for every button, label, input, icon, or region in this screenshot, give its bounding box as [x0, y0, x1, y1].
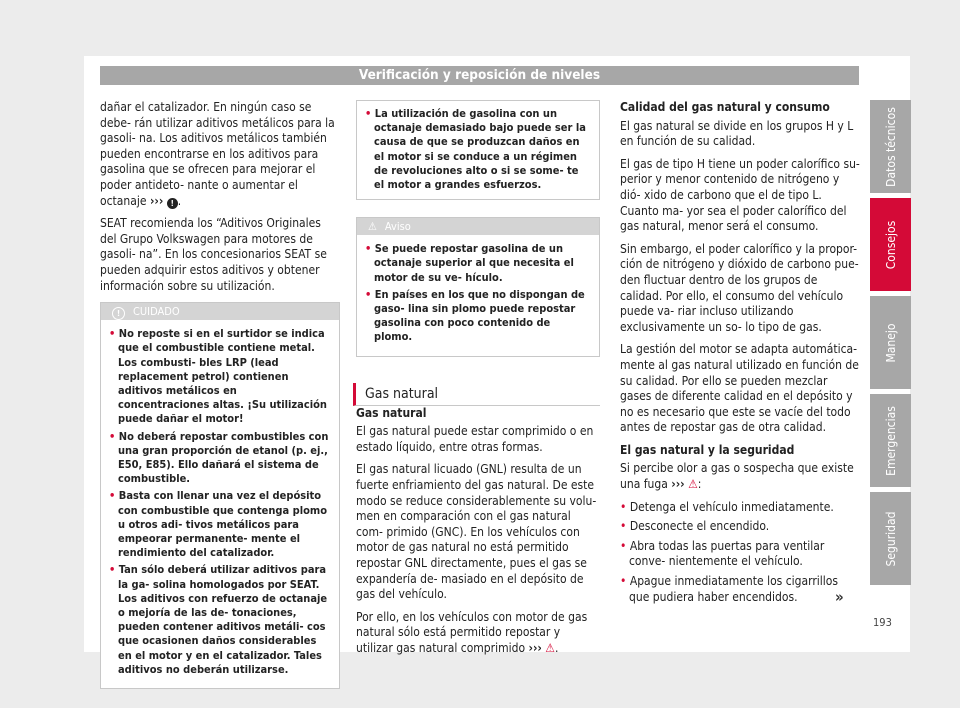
page-number: 193 [873, 616, 892, 629]
list-item: • Basta con llenar una vez el depósito con combustible que contenga plomo u otros adi- tivos metálicos para empeorar permanente- mente el rendimiento del catalizador. [109, 489, 327, 560]
section-title: Gas natural [353, 383, 600, 406]
exclamation-icon: ! [167, 198, 178, 209]
continued-warning-box: • La utilización de gasolina con un octanaje demasiado bajo puede ser la causa de que se produzcan daños en el motor si se conduce a un régimen de revoluciones alto o si se some- te el motor a grandes esfuerzos. [356, 100, 600, 200]
list-item: • Abra todas las puertas para ventilar conve- nientemente el vehículo. [620, 538, 825, 569]
paragraph: El gas natural puede estar comprimido o en estado líquido, entre otras formas. [356, 424, 594, 454]
tab-consejos[interactable]: Consejos [870, 198, 911, 291]
tab-seguridad[interactable]: Seguridad [870, 492, 911, 585]
paragraph: Si percibe olor a gas o sospecha que existe una fuga ››› ⚠: [620, 461, 854, 492]
paragraph: El gas de tipo H tiene un poder calorífico su- perior y menor contenido de nitrógeno y dió- xido de carbono que el de tipo L. Cuanto ma- yor sea el poder calorífico del gas natural, menor será el consumo. [620, 156, 860, 234]
paragraph: Por ello, en los vehículos con motor de gas natural sólo está permitido repostar y utilizar gas natural comprimido ››› ⚠. [356, 609, 588, 655]
list-item: • No deberá repostar combustibles con una gran proporción de etanol (p. ej., E50, E85). Ello dañará el sistema de combustible. [109, 429, 329, 486]
cuidado-header: ! CUIDADO [101, 303, 339, 320]
paragraph: El gas natural se divide en los grupos H y L en función de su calidad. [620, 118, 854, 149]
paragraph: La gestión del motor se adapta automática- mente al gas natural utilizado en función de su calidad. Por ello se pueden mezclar gases de diferente calidad en el depósito y no es necesario que este se vacíe del todo antes de repostar gas de otra calidad. [620, 342, 859, 435]
cuidado-body [101, 320, 339, 688]
paragraph: Sin embargo, el poder calorífico y la propor- ción de nitrógeno y dióxido de carbono pue- den fluctuar dentro de los grupos de calidad. Por ello, el consumo del vehículo puede va- riar incluso utilizando exclusivamente un so- lo tipo de gas. [620, 241, 859, 334]
list-item: • No reposte si en el surtidor se indica que el combustible contiene metal. Los combusti- bles LRP (lead replacement petrol) contienen aditivos metálicos en concentraciones altas. ¡Su utilización puede dañar el motor! [109, 327, 327, 426]
page-header: Verificación y reposición de niveles [100, 66, 859, 85]
list-item: • Se puede repostar gasolina de un octanaje superior al que necesita el motor de su ve- hículo. [365, 242, 574, 284]
arrow-icon: ››› [149, 193, 164, 208]
tab-emergencias[interactable]: Emergencias [870, 394, 911, 487]
aviso-header: ⚠ Aviso [357, 218, 599, 235]
paragraph: El gas natural licuado (GNL) resulta de un fuerte enfriamiento del gas natural. De este modo se reduce considerablemente su volu- men en comparación con el gas natural com- primido (GNC). En los vehículos con motor de gas natural no está permitido repostar GNL directamente, pues el gas se expandería de- masiado en el depósito de gas del vehículo. [356, 462, 597, 602]
subheading: El gas natural y la seguridad [620, 442, 795, 457]
list-item: • Detenga el vehículo inmediatamente. [620, 499, 834, 514]
arrow-icon: ››› [671, 477, 685, 492]
list-item: • Tan sólo deberá utilizar aditivos para la ga- solina homologados por SEAT. Los aditivos con refuerzo de octanaje o mejoría de las de- tonaciones, pueden contener aditivos metáli- cos que ocasionen daños considerables en el motor y en el catalizador. Tales aditivos no deberán utilizarse. [109, 563, 328, 676]
continue-arrow-icon: » [835, 588, 844, 606]
paragraph: SEAT recomienda los “Aditivos Originales del Grupo Volkswagen para motores de gasoli- na”. En los concesionarios SEAT se pueden adquirir estos aditivos y obtener información sobre su utilización. [100, 216, 327, 293]
column-2 [356, 100, 600, 664]
exclamation-icon: ! [112, 307, 125, 320]
paragraph: dañar el catalizador. En ningún caso se debe- rán utilizar aditivos metálicos para la gasoli- na. Los aditivos metálicos también pueden encontrarse en los aditivos para gasolina que se ofrecen para mejorar el poder antideto- nante o aumentar el octanaje ››› ! . [100, 100, 335, 208]
tab-manejo[interactable]: Manejo [870, 296, 911, 389]
aviso-body [357, 235, 599, 355]
aviso-box [356, 217, 600, 356]
tab-datos-tecnicos[interactable]: Datos técnicos [870, 100, 911, 193]
column-3 [620, 100, 860, 609]
list-item: • Desconecte el encendido. [620, 519, 770, 534]
list-item: • En países en los que no dispongan de gaso- lina sin plomo puede repostar gasolina con poco contenido de plomo. [365, 287, 585, 344]
cuidado-box [100, 302, 340, 689]
info-triangle-icon: ⚠ [368, 220, 377, 234]
column-1 [100, 100, 340, 689]
subheading: Calidad del gas natural y consumo [620, 100, 830, 114]
arrow-icon: ››› [528, 640, 542, 655]
subheading: Gas natural [356, 405, 427, 420]
list-item: • Apague inmediatamente los cigarrillos que pudiera haber encendidos. [620, 574, 839, 604]
warning-triangle-icon: ⚠ [545, 640, 555, 655]
warning-triangle-icon: ⚠ [688, 477, 698, 492]
